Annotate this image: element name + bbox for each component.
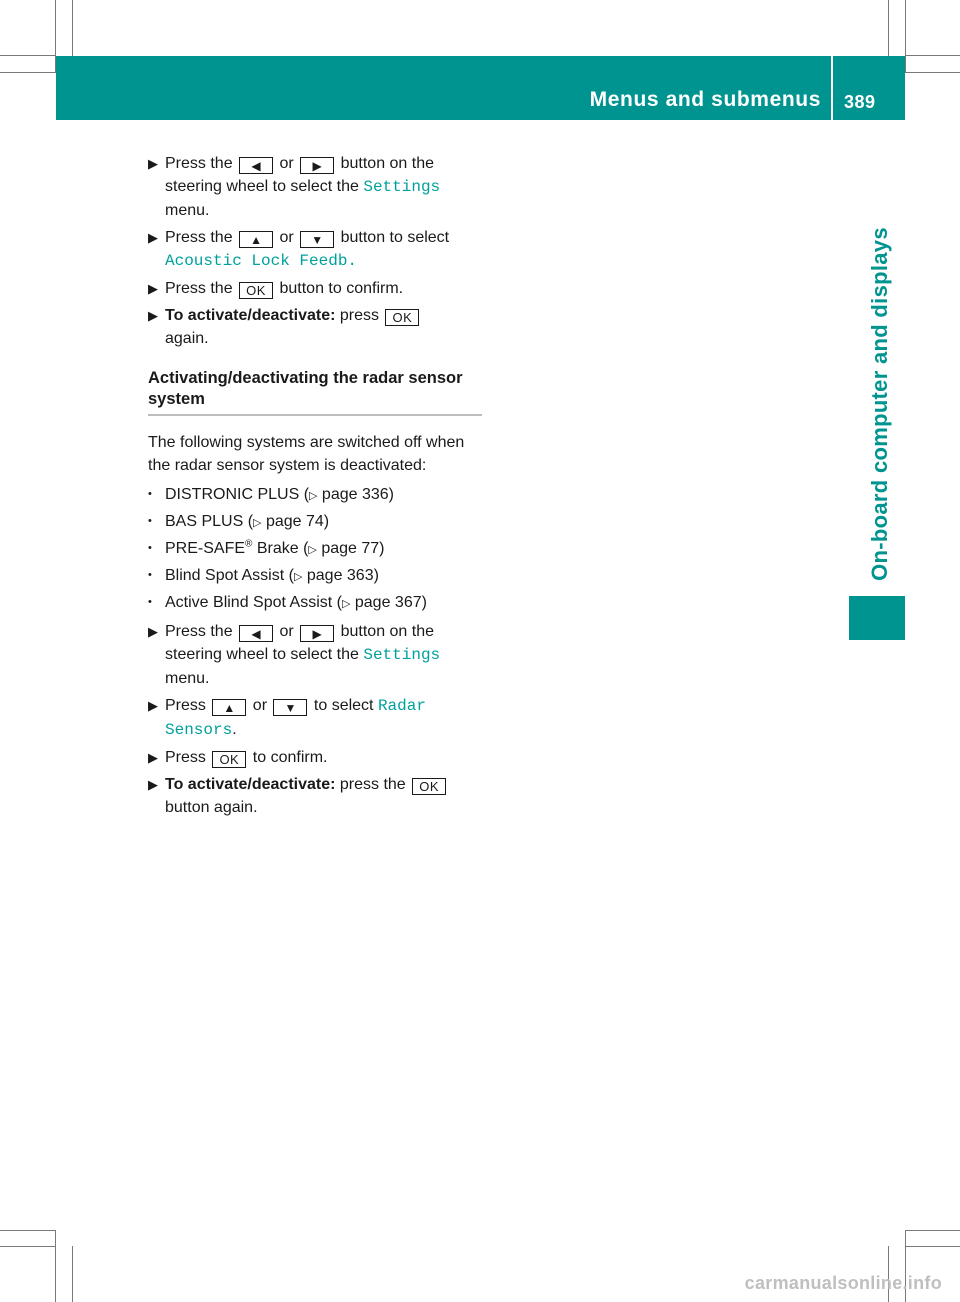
step-arrow-icon: ▶ — [148, 281, 158, 296]
step-text: to select — [309, 697, 378, 714]
instruction-step — [148, 226, 482, 273]
acoustic-lock-label: Acoustic Lock Feedb. — [165, 252, 358, 270]
step-text: menu. — [165, 670, 210, 687]
step-arrow-icon: ▶ — [148, 156, 158, 171]
ok-key-icon: OK — [212, 751, 246, 768]
crop-mark — [905, 1230, 960, 1231]
bullet-text: BAS PLUS ( — [165, 513, 254, 530]
step-arrow-icon: ▶ — [148, 308, 158, 323]
step-text: Press the — [165, 280, 238, 297]
left-key-icon: ◀ — [239, 625, 273, 642]
crop-mark — [0, 72, 56, 73]
step-arrow-icon: ▶ — [148, 777, 158, 792]
step-text: Press the — [165, 229, 238, 246]
chapter-tab — [849, 596, 905, 640]
instruction-step — [148, 694, 482, 742]
step-arrow-icon: ▶ — [148, 750, 158, 765]
page-number: 389 — [844, 92, 876, 112]
bullet-icon: • — [148, 596, 152, 608]
step-text: press — [335, 307, 384, 324]
page-ref-icon: ▷ — [341, 598, 351, 610]
step-arrow-icon: ▶ — [148, 230, 158, 245]
ok-key-icon: OK — [412, 778, 446, 795]
crop-mark — [0, 1230, 56, 1231]
step-label: To activate/deactivate: — [165, 776, 336, 793]
bullet-text: DISTRONIC PLUS ( — [165, 486, 310, 503]
bullet-icon: • — [148, 488, 152, 500]
crop-mark — [888, 0, 889, 56]
instruction-step — [148, 773, 482, 819]
right-key-icon: ▶ — [300, 157, 334, 174]
footer-watermark: carmanualsonline.info — [744, 1273, 942, 1293]
ok-key-icon: OK — [385, 309, 419, 326]
step-text: to confirm. — [248, 749, 328, 766]
crop-mark — [55, 1230, 56, 1302]
down-key-icon: ▼ — [273, 699, 307, 716]
bullet-icon: • — [148, 542, 152, 554]
section-heading: Activating/deactivating the radar sensor system — [148, 368, 482, 416]
crop-mark — [72, 1246, 73, 1302]
bullet-text: Blind Spot Assist ( — [165, 567, 294, 584]
step-text: button on the steering wheel to select the — [165, 623, 435, 663]
up-key-icon: ▲ — [239, 231, 273, 248]
page-reference[interactable]: page 336) — [317, 486, 394, 503]
step-label: To activate/deactivate: — [165, 307, 336, 324]
step-text: Press the — [165, 623, 238, 640]
list-item — [148, 564, 482, 589]
step-text: button to select — [336, 229, 450, 246]
up-key-icon: ▲ — [212, 699, 246, 716]
step-text: Press the — [165, 155, 238, 172]
crop-mark — [905, 72, 960, 73]
list-item — [148, 537, 482, 562]
crop-mark — [905, 1246, 960, 1247]
ok-key-icon: OK — [239, 282, 273, 299]
crop-mark — [0, 1246, 56, 1247]
step-text: . — [232, 721, 237, 738]
radar-sensors-label: Radar Sensors — [165, 697, 426, 739]
step-text: Press — [165, 697, 211, 714]
crop-mark — [72, 0, 73, 56]
instruction-step — [148, 746, 482, 769]
step-text: or — [248, 697, 272, 714]
list-item — [148, 483, 482, 508]
step-text: Press — [165, 749, 211, 766]
left-key-icon: ◀ — [239, 157, 273, 174]
crop-mark — [905, 0, 906, 72]
step-text: button to confirm. — [275, 280, 404, 297]
step-text: or — [275, 229, 299, 246]
step-text: or — [275, 155, 299, 172]
page-reference[interactable]: page 367) — [350, 594, 427, 611]
page-ref-icon: ▷ — [308, 544, 317, 556]
crop-mark — [905, 55, 960, 56]
registered-mark: ® — [245, 538, 253, 550]
intro-paragraph: The following systems are switched off when the radar sensor system is deactivated: — [148, 434, 465, 474]
chapter-title: On-board computer and displays — [867, 227, 892, 581]
step-arrow-icon: ▶ — [148, 698, 158, 713]
instruction-step — [148, 152, 482, 222]
header-divider — [831, 56, 833, 120]
instruction-step — [148, 277, 482, 300]
bullet-text: Brake ( — [252, 540, 309, 557]
bullet-text: Active Blind Spot Assist ( — [165, 594, 342, 611]
step-text: press the — [335, 776, 411, 793]
page-reference[interactable]: page 74) — [261, 513, 330, 530]
list-item — [148, 591, 482, 616]
bullet-icon: • — [148, 569, 152, 581]
step-text: or — [275, 623, 299, 640]
section-title: Menus and submenus — [589, 88, 821, 111]
content-column — [148, 152, 482, 823]
right-key-icon: ▶ — [300, 625, 334, 642]
step-text: button on the steering wheel to select the — [165, 155, 435, 195]
step-arrow-icon: ▶ — [148, 624, 158, 639]
bullet-icon: • — [148, 515, 152, 527]
settings-menu-label: Settings — [363, 646, 441, 664]
step-text: button again. — [165, 799, 258, 816]
list-item — [148, 510, 482, 535]
page-ref-icon: ▷ — [253, 517, 262, 529]
page-ref-icon: ▷ — [293, 571, 303, 583]
page-reference[interactable]: page 363) — [302, 567, 379, 584]
instruction-step — [148, 620, 482, 690]
down-key-icon: ▼ — [300, 231, 334, 248]
crop-mark — [0, 55, 56, 56]
step-text: menu. — [165, 202, 210, 219]
page-ref-icon: ▷ — [309, 490, 318, 502]
step-text: again. — [165, 330, 209, 347]
instruction-step — [148, 304, 482, 350]
page-reference[interactable]: page 77) — [316, 540, 385, 557]
settings-menu-label: Settings — [363, 178, 441, 196]
bullet-text: PRE-SAFE — [165, 540, 246, 557]
